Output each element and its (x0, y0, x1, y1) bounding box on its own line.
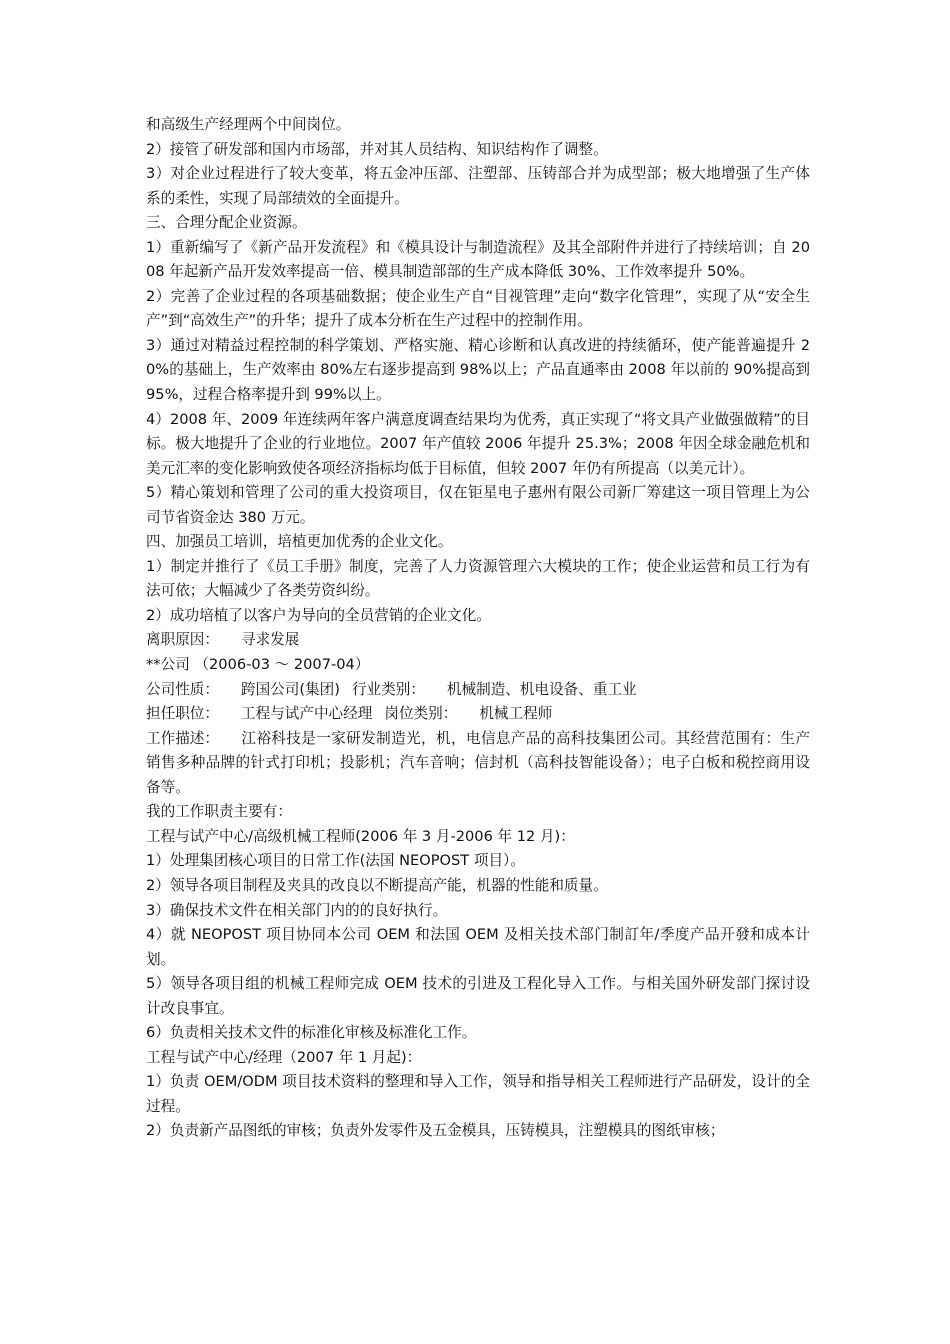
paragraph: 6）负责相关技术文件的标准化审核及标准化工作。 (146, 1024, 477, 1042)
job-description-value: 江裕科技是一家研发制造光，机，电信息产品的高科技集团公司。其经营范围有：生产销售多种品牌的针式打印机；投影机；汽车音响；信封机（高科技智能设备）；电子白板和税控商用设备等。 (146, 729, 810, 796)
job-description (146, 727, 810, 801)
paragraph: 2）负责新产品图纸的审核；负责外发零件及五金模具，压铸模具，注塑模具的图纸审核； (146, 1122, 725, 1140)
position-label: 担任职位： (146, 705, 219, 723)
paragraph: 2）领导各项目制程及夹具的改良以不断提高产能，机器的性能和质量。 (146, 876, 608, 894)
section-heading: 四、加强员工培训，培植更加优秀的企业文化。 (146, 533, 453, 551)
section-heading: 三、合理分配企业资源。 (146, 214, 307, 232)
company-nature-label: 公司性质： (146, 680, 219, 698)
document-body (146, 113, 810, 1144)
company-nature-line (146, 678, 810, 703)
paragraph: 2）完善了企业过程的各项基础数据；使企业生产自“目视管理”走向“数字化管理”，实现了从“安全生产”到“高效生产”的升华；提升了成本分析在生产过程中的控制作用。 (146, 287, 810, 330)
paragraph: 和高级生产经理两个中间岗位。 (146, 116, 351, 133)
paragraph: 1）制定并推行了《员工手册》制度，完善了人力资源管理六大模块的工作；使企业运营和员工行为有法可依；大幅减少了各类劳资纠纷。 (146, 557, 810, 600)
paragraph: 4）就 NEOPOST 项目协同本公司 OEM 和法国 OEM 及相关技术部门制訂年/季度产品开發和成本计划。 (146, 926, 810, 968)
paragraph: 5）精心策划和管理了公司的重大投资项目，仅在钜星电子惠州有限公司新厂筹建这一项目管理上为公司节省资金达 380 万元。 (146, 484, 810, 526)
company-line: **公司 （2006-03 ～ 2007-04） (146, 656, 370, 674)
position-value: 工程与试产中心经理 (240, 705, 373, 723)
paragraph: 3）通过对精益过程控制的科学策划、严格实施、精心诊断和认真改进的持续循环，使产能普遍提升 20%的基础上，生产效率由 80%左右逐步提高到 98%以上；产品直通率由 2008 年以前的 90%提高到 95%，过程合格率提升到 99%以上。 (146, 336, 810, 404)
job-description-label: 工作描述： (146, 729, 219, 747)
paragraph: 2）接管了研发部和国内市场部，并对其人员结构、知识结构作了调整。 (146, 140, 608, 158)
paragraph: 工程与试产中心/经理（2007 年 1 月起)： (146, 1048, 422, 1066)
job-category-value: 机械工程师 (479, 705, 553, 723)
paragraph: 3）对企业过程进行了较大变革，将五金冲压部、注塑部、压铸部合并为成型部；极大地增强了生产体系的柔性，实现了局部绩效的全面提升。 (146, 165, 810, 207)
paragraph: 1）处理集团核心项目的日常工作(法国 NEOPOST 项目）。 (146, 852, 525, 870)
position-line (146, 702, 810, 727)
leave-reason-line (146, 628, 810, 653)
paragraph: 5）领导各项目组的机械工程师完成 OEM 技术的引进及工程化导入工作。与相关国外研发部门探讨设计改良事宜。 (146, 975, 810, 1017)
paragraph: 2）成功培植了以客户为导向的全员营销的企业文化。 (146, 606, 491, 624)
paragraph: 工程与试产中心/高级机械工程师(2006 年 3 月-2006 年 12 月)： (146, 827, 575, 845)
industry-label: 行业类别： (351, 680, 425, 698)
leave-reason-label: 离职原因： (146, 631, 219, 649)
leave-reason-value: 寻求发展 (240, 631, 300, 649)
paragraph: 1）重新编写了《新产品开发流程》和《模具设计与制造流程》及其全部附件并进行了持续培训；自 2008 年起新产品开发效率提高一倍、模具制造部部的生产成本降低 30%、工作效率提升 50%。 (146, 238, 810, 281)
paragraph: 3）确保技术文件在相关部门内的的良好执行。 (146, 901, 448, 919)
industry-value: 机械制造、机电设备、重工业 (446, 680, 637, 698)
job-category-label: 岗位类别： (384, 705, 458, 723)
paragraph: 4）2008 年、2009 年连续两年客户满意度调查结果均为优秀，真正实现了“将文具产业做强做精”的目标。极大地提升了企业的行业地位。2007 年产值较 2006 年提升 25.3%；2008 年因全球金融危机和美元汇率的变化影响致使各项经济指标均低于目标值，但较 2007 年仍有所提高（以美元计）。 (146, 410, 810, 477)
company-nature-value: 跨国公司(集团) (240, 680, 340, 698)
paragraph: 1）负责 OEM/ODM 项目技术资料的整理和导入工作，领导和指导相关工程师进行产品研发，设计的全过程。 (146, 1073, 810, 1115)
paragraph: 我的工作职责主要有： (146, 803, 292, 821)
